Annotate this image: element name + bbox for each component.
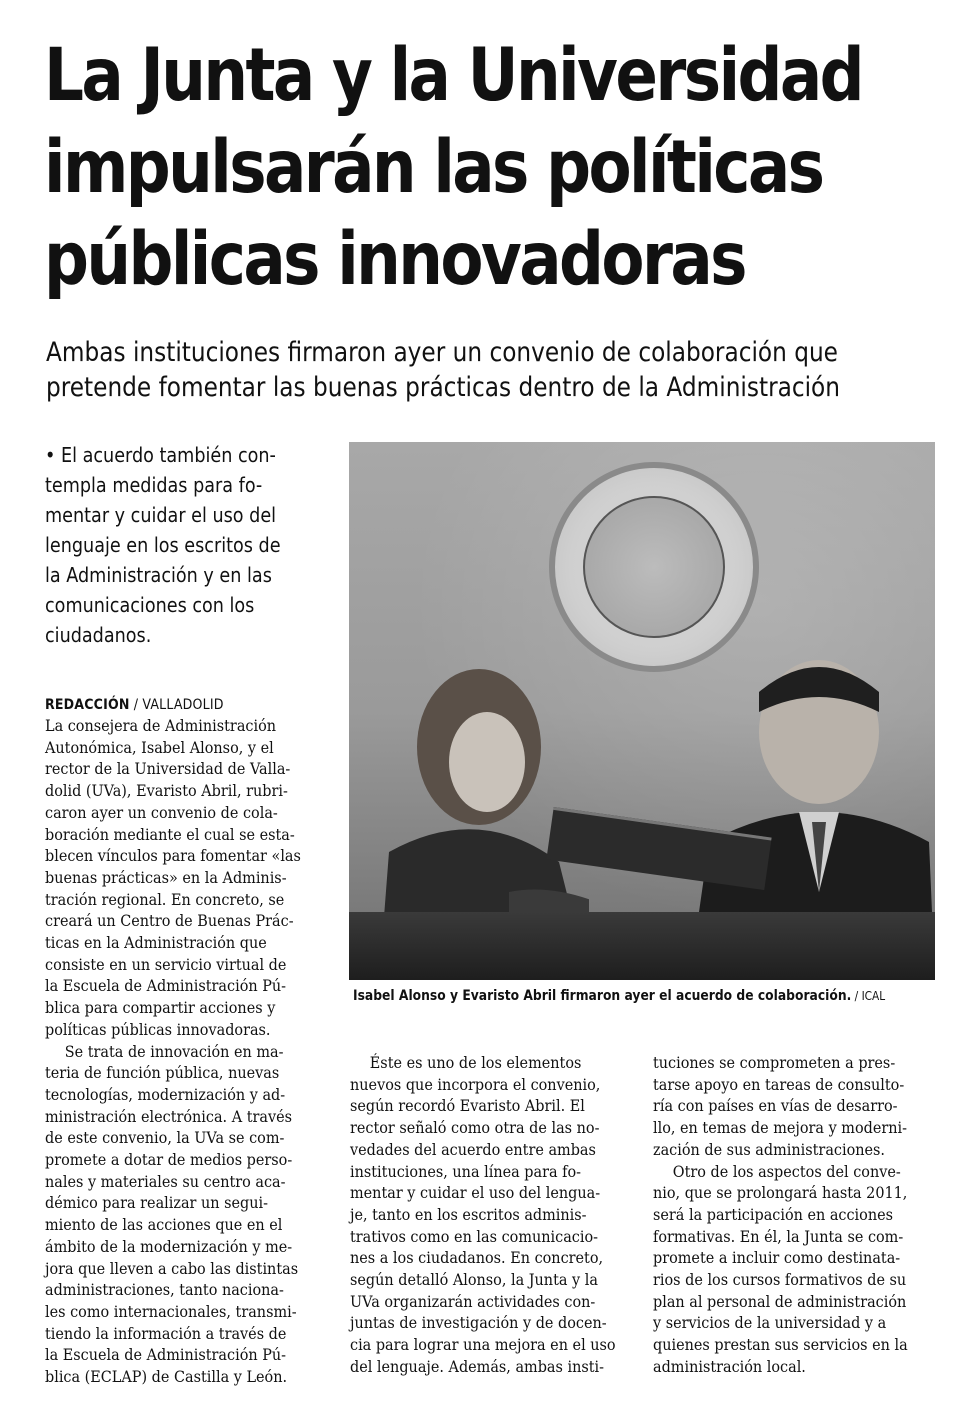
- body-line: tración regional. En concreto, se: [45, 889, 285, 909]
- article-photo: [349, 442, 935, 980]
- body-line: según detalló Alonso, la Junta y la: [350, 1270, 598, 1290]
- subheadline-line: Ambas instituciones firmaron ayer un convenio de colaboración que: [46, 337, 838, 368]
- body-line: UVa organizarán actividades con-: [350, 1291, 596, 1311]
- article-column-1: [45, 695, 345, 1388]
- body-line: jora que lleven a cabo las distintas: [45, 1258, 299, 1278]
- body-line: promete a incluir como destinata-: [653, 1248, 901, 1268]
- university-seal: [549, 462, 759, 672]
- body-line: instituciones, una línea para fo-: [350, 1161, 582, 1181]
- body-line: tiendo la información a través de: [45, 1323, 287, 1343]
- body-line: La consejera de Administración: [45, 716, 277, 735]
- summary-line: ciudadanos.: [45, 623, 152, 647]
- body-line: consiste en un servicio virtual de: [45, 954, 287, 974]
- body-line: tarse apoyo en tareas de consulto-: [653, 1074, 905, 1094]
- body-line: según recordó Evaristo Abril. El: [350, 1096, 585, 1116]
- body-line: mentar y cuidar el uso del lengua-: [350, 1183, 601, 1203]
- body-line: políticas públicas innovadoras.: [45, 1019, 271, 1039]
- body-line: creará un Centro de Buenas Prác-: [45, 911, 294, 931]
- body-line: será la participación en acciones: [653, 1204, 894, 1224]
- body-line: blica para compartir acciones y: [45, 998, 276, 1018]
- body-line: dolid (UVa), Evaristo Abril, rubri-: [45, 781, 288, 801]
- body-line: caron ayer un convenio de cola-: [45, 802, 278, 822]
- body-line: promete a dotar de medios perso-: [45, 1150, 293, 1170]
- subheadline-line: pretende fomentar las buenas prácticas dentro de la Administración: [46, 372, 840, 403]
- body-line: trativos como en las comunicacio-: [350, 1226, 598, 1246]
- body-line: la Escuela de Administración Pú-: [45, 976, 287, 996]
- body-line: blecen vínculos para fomentar «las: [45, 846, 301, 866]
- summary-line: comunicaciones con los: [45, 593, 255, 617]
- body-line: formativas. En él, la Junta se com-: [653, 1226, 904, 1246]
- body-line: ría con países en vías de desarro-: [653, 1096, 898, 1116]
- body-line: rios de los cursos formativos de su: [653, 1270, 907, 1290]
- body-line: Autonómica, Isabel Alonso, y el: [45, 737, 274, 757]
- article-column-3: [653, 1052, 937, 1378]
- table-surface: [349, 912, 935, 980]
- body-line: plan al personal de administración: [653, 1291, 907, 1311]
- body-line: nio, que se prolongará hasta 2011,: [653, 1183, 908, 1203]
- headline-line: La Junta y la Universidad: [44, 33, 863, 118]
- body-line: boración mediante el cual se esta-: [45, 824, 295, 844]
- body-line: llo, en temas de mejora y moderni-: [653, 1118, 908, 1138]
- body-line: de este convenio, la UVa se com-: [45, 1128, 285, 1148]
- body-line: administraciones, tanto naciona-: [45, 1280, 284, 1300]
- body-line: buenas prácticas» en la Adminis-: [45, 867, 287, 887]
- body-line: juntas de investigación y de docen-: [350, 1313, 607, 1333]
- body-line: rector señaló como otra de las no-: [350, 1118, 600, 1138]
- subheadline: [46, 335, 840, 405]
- article-column-2: [350, 1052, 634, 1378]
- summary-line: • El acuerdo también con-: [45, 443, 276, 467]
- summary-line: templa medidas para fo-: [45, 473, 263, 497]
- body-line: Éste es uno de los elementos: [369, 1053, 582, 1072]
- byline-author: REDACCIÓN: [45, 697, 130, 713]
- body-line: nales y materiales su centro aca-: [45, 1171, 286, 1191]
- summary-box: [45, 440, 309, 650]
- body-line: nuevos que incorpora el convenio,: [350, 1074, 601, 1094]
- summary-line: la Administración y en las: [45, 563, 272, 587]
- body-line: teria de función pública, nuevas: [45, 1063, 280, 1083]
- body-line: quienes prestan sus servicios en la: [653, 1335, 908, 1355]
- body-line: rector de la Universidad de Valla-: [45, 759, 291, 779]
- body-line: je, tanto en los escritos adminis-: [350, 1204, 587, 1224]
- headline-line: impulsarán las políticas: [44, 125, 823, 210]
- caption-text: Isabel Alonso y Evaristo Abril firmaron ayer el acuerdo de colaboración.: [353, 988, 852, 1004]
- body-line: démico para realizar un segui-: [45, 1193, 269, 1213]
- body-line: la Escuela de Administración Pú-: [45, 1345, 287, 1365]
- byline-location: / VALLADOLID: [129, 697, 224, 713]
- seal-emblem: [583, 496, 725, 638]
- body-line: tuciones se comprometen a pres-: [653, 1053, 896, 1072]
- byline: [45, 695, 315, 715]
- summary-line: mentar y cuidar el uso del: [45, 503, 277, 527]
- body-line: vedades del acuerdo entre ambas: [350, 1139, 596, 1159]
- summary-line: lenguaje en los escritos de: [45, 533, 281, 557]
- body-line: ámbito de la modernización y me-: [45, 1236, 293, 1256]
- headline: [44, 30, 863, 306]
- photo-caption: [353, 986, 886, 1006]
- body-line: les como internacionales, transmi-: [45, 1301, 297, 1321]
- body-line: y servicios de la universidad y a: [653, 1313, 887, 1333]
- photo-credit: / ICAL: [851, 989, 886, 1003]
- body-line: zación de sus administraciones.: [653, 1139, 886, 1159]
- body-line: ministración electrónica. A través: [45, 1106, 292, 1126]
- body-line: nes a los ciudadanos. En concreto,: [350, 1248, 604, 1268]
- body-line: tecnologías, modernización y ad-: [45, 1084, 286, 1104]
- body-line: Se trata de innovación en ma-: [64, 1041, 284, 1061]
- body-line: ticas en la Administración que: [45, 933, 267, 953]
- body-line: del lenguaje. Además, ambas insti-: [350, 1356, 605, 1376]
- body-line: administración local.: [653, 1356, 806, 1376]
- body-line: blica (ECLAP) de Castilla y León.: [45, 1367, 288, 1387]
- headline-line: públicas innovadoras: [44, 217, 745, 302]
- body-line: miento de las acciones que en el: [45, 1215, 283, 1235]
- body-line: Otro de los aspectos del conve-: [672, 1161, 901, 1181]
- body-line: cia para lograr una mejora en el uso: [350, 1335, 616, 1355]
